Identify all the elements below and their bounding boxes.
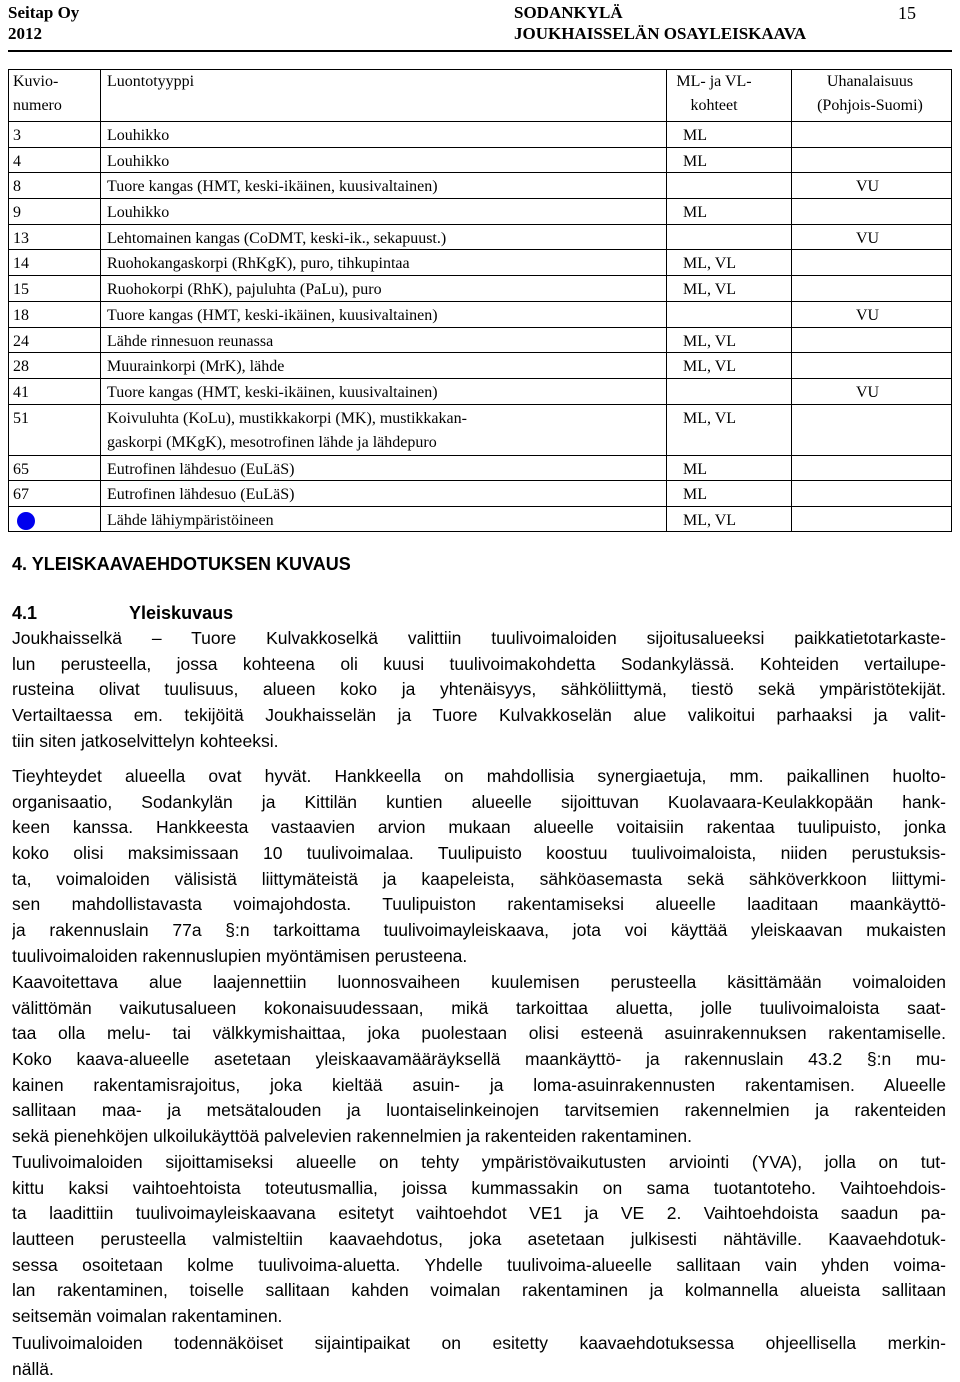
table-row: [8, 301, 952, 327]
paragraph-line: kittu kaksi vaihtoehtoista toteutusmallia, joissa kummassakin on sama tuotantoteho. Vaihtoehdois-: [12, 1177, 946, 1198]
habitat-type-text: Lähde lähiympäristöineen: [107, 511, 274, 529]
row-number: 3: [13, 127, 21, 144]
table-row: [8, 172, 952, 198]
paragraph-line: sallitaan maa- ja metsätalouden ja luontaiselinkeinojen tarvitsemien rakennelmien ja rakenteiden: [12, 1100, 946, 1121]
company-name: Seitap Oy: [8, 3, 80, 22]
paragraph: [12, 764, 946, 970]
habitat-type-text: Louhikko: [107, 204, 170, 222]
paragraph-line: tiin siten jatkoselvittelyn kohteeksi.: [12, 730, 279, 751]
habitat-type-text: Eutrofinen lähdesuo (EuLäS): [107, 486, 295, 504]
row-ml-vl: ML: [683, 152, 707, 170]
row-number: 67: [13, 486, 29, 504]
header-num-line1: Kuvio-: [13, 73, 59, 90]
row-ml-vl: ML, VL: [683, 255, 737, 273]
paragraph-line: lautteen perusteella valmisteltiin kaavaehdotus, joka asetetaan julkisesti nähtäville. Kaavaehdotuk-: [12, 1229, 946, 1250]
row-number: 13: [13, 229, 29, 247]
paragraph: [12, 1150, 946, 1330]
row-habitat-type: [107, 304, 438, 328]
col-divider: [791, 69, 792, 532]
habitat-type-text: Koivuluhta (KoLu), mustikkakorpi (MK), mustikkakan-: [107, 409, 467, 427]
habitat-type-text-cont: gaskorpi (MKgK), mesotrofinen lähde ja lähdepuro: [107, 433, 437, 451]
habitat-type-text: Tuore kangas (HMT, keski-ikäinen, kuusivaltainen): [107, 306, 438, 324]
paragraph-line: rusteina olivat tuulisuus, alueen koko ja yhtenäisyys, sähköliittymä, tiestö sekä ympäristötekijät.: [12, 679, 946, 700]
row-habitat-type: [107, 458, 295, 482]
paragraph-line: lan rakentaminen, toiselle sallitaan kahden voimalan rakentaminen ja kolmannella alueista sallitaan: [12, 1280, 946, 1301]
paragraph-line: Joukhaisselkä – Tuore Kulvakkoselkä valittiin tuulivoimaloiden sijoitusalueeksi paikkatietotarkaste-: [12, 628, 946, 648]
header-mlvl-line2: kohteet: [690, 97, 738, 114]
habitat-type-text: Ruohokorpi (RhK), pajuluhta (PaLu), puro: [107, 281, 382, 299]
header-mlvl: [666, 70, 762, 118]
section-4-1-number: 4.1: [12, 603, 38, 623]
table-row: [8, 480, 952, 506]
habitat-type-text: Muurainkorpi (MrK), lähde: [107, 358, 285, 376]
row-ml-vl: ML: [683, 460, 707, 478]
paragraph: [12, 626, 946, 754]
table-row: [8, 275, 952, 301]
row-ml-vl: ML: [683, 486, 707, 504]
paragraph-line: ja rakennuslain 77a §:n tarkoittama tuulivoimayleiskaava, jota voi käyttää yleiskaavan mukaisten: [12, 920, 946, 941]
paragraph-line: seitsemän voimalan rakentaminen.: [12, 1306, 283, 1327]
table-row: [8, 249, 952, 275]
habitat-type-text: Tuore kangas (HMT, keski-ikäinen, kuusivaltainen): [107, 383, 438, 401]
paragraph-line: koko olisi maksimissaan 10 tuulivoimalaa. Tuulipuisto koostuu tuulivoimaloista, niiden perustuksis-: [12, 843, 946, 864]
row-ml-vl: ML, VL: [683, 409, 737, 427]
row-number: 14: [13, 255, 29, 273]
header-rule: [8, 50, 952, 52]
row-number: 24: [13, 332, 29, 350]
row-number: 4: [13, 152, 21, 170]
habitat-type-text: Louhikko: [107, 152, 170, 170]
plan-title: JOUKHAISSELÄN OSAYLEISKAAVA: [514, 24, 807, 43]
row-threat-status: VU: [856, 306, 880, 324]
table-body: [8, 121, 952, 532]
year: 2012: [8, 24, 42, 43]
row-ml-vl: ML, VL: [683, 511, 737, 529]
section-4-1-title: Yleiskuvaus: [129, 603, 234, 623]
table-row: [8, 121, 952, 147]
row-habitat-type: [107, 227, 446, 251]
paragraph-line: lun perusteella, jossa kohteena oli kuusi tuulivoimakohdetta Sodankylässä. Kohteiden vertailupe-: [12, 653, 946, 674]
row-habitat-type: [107, 381, 438, 405]
section-4-heading: 4. YLEISKAAVAEHDOTUKSEN KUVAUS: [12, 554, 351, 574]
row-number: 18: [13, 306, 29, 324]
row-habitat-type: [107, 201, 169, 225]
row-habitat-type: [107, 330, 273, 354]
row-habitat-type: [107, 124, 169, 148]
habitat-type-text: Louhikko: [107, 127, 170, 144]
paragraph-line: Koko kaava-alueelle asetetaan yleiskaavamääräyksellä maankäyttö- ja rakennuslain 43.2 §:n mu-: [12, 1049, 946, 1070]
header-num: [13, 70, 62, 118]
row-number: 65: [13, 460, 29, 478]
row-ml-vl: ML: [683, 204, 707, 222]
row-habitat-type: [107, 150, 169, 174]
row-threat-status: VU: [856, 383, 880, 401]
paragraph-line: Tuulivoimaloiden sijoittamiseksi alueelle on tehty ympäristövaikutusten arviointi (YVA), jolla on tut-: [12, 1152, 946, 1172]
paragraph-line: keen kanssa. Hankkeesta vastaavien arvion mukaan alueelle voitaisiin rakentaa tuulipuisto, jonka: [12, 817, 946, 838]
table-row: [8, 404, 952, 455]
header-type: Luontotyyppi: [107, 73, 195, 90]
table-row: [8, 455, 952, 481]
row-ml-vl: ML, VL: [683, 281, 737, 299]
paragraph-line: Vertailtaessa em. tekijöitä Joukhaisselän ja Tuore Kulvakkoselän alue valikoitui parhaaksi ja valit-: [12, 705, 946, 726]
table-header-row: [8, 69, 952, 121]
paragraph-line: organisaatio, Sodankylän ja Kittilän kuntien alueelle sijoittuvan Kuolavaara-Keulakkopään hank-: [12, 791, 946, 812]
table-row: [8, 327, 952, 353]
habitat-type-text: Lehtomainen kangas (CoDMT, keski-ik., sekapuust.): [107, 229, 447, 247]
row-habitat-type: [107, 252, 410, 276]
table-row: [8, 198, 952, 224]
header-uh: [791, 70, 949, 118]
col-divider: [951, 69, 952, 532]
row-habitat-type: [107, 509, 274, 533]
habitat-type-text: Ruohokangaskorpi (RhKgK), puro, tihkupintaa: [107, 255, 410, 273]
header-uh-line2: (Pohjois-Suomi): [817, 97, 923, 114]
paragraph-line: Kaavoitettava alue laajennettiin luonnosvaiheen kuulemisen perusteella käsittämään voimaloiden: [12, 972, 946, 992]
paragraph-line: sen mahdollistavasta voimajohdosta. Tuulipuiston rakentamiseksi alueelle laaditaan maankäyttö-: [12, 894, 946, 915]
row-ml-vl: ML, VL: [683, 332, 737, 350]
row-habitat-type: [107, 483, 295, 507]
paragraph-line: sessa osoitetaan kolme tuulivoima-aluetta. Yhdelle tuulivoima-alueelle sallitaan vain yhden voima-: [12, 1254, 946, 1275]
paragraph-line: kainen rakentamisrajoitus, joka kieltää asuin- ja loma-asuinrakennusten rakentamisen. Alueelle: [12, 1074, 946, 1095]
municipality: SODANKYLÄ: [514, 3, 623, 22]
table-row: [8, 352, 952, 378]
paragraph-line: ta laadittiin tuulivoimayleiskaavana esitetyt vaihtoehdot VE1 ja VE 2. Vaihtoehdoista saadun pa-: [12, 1203, 946, 1224]
col-divider: [100, 69, 101, 532]
table-row: [8, 378, 952, 404]
paragraph-line: nällä.: [12, 1358, 54, 1379]
habitat-type-text: Lähde rinnesuon reunassa: [107, 332, 274, 350]
habitat-type-text: Tuore kangas (HMT, keski-ikäinen, kuusivaltainen): [107, 178, 438, 196]
row-number: 15: [13, 281, 29, 299]
paragraph-line: välittömän vaikutusalueen kokonaisuudessaan, mikä tarkoittaa aluetta, jolle tuulivoimaloista saat-: [12, 997, 946, 1018]
paragraph: [12, 970, 946, 1150]
col-divider: [666, 69, 667, 532]
paragraph-line: tuulivoimaloiden rakennuslupien myöntämisen perusteena.: [12, 945, 468, 966]
row-number: 28: [13, 358, 29, 376]
row-habitat-type: [107, 355, 284, 379]
col-divider: [8, 69, 9, 532]
paragraph: [12, 1331, 946, 1382]
paragraph-line: Tuulivoimaloiden todennäköiset sijaintipaikat on esitetty kaavaehdotuksessa ohjeellisella merkin-: [12, 1333, 946, 1353]
table-row: [8, 147, 952, 173]
row-ml-vl: ML, VL: [683, 358, 737, 376]
paragraph-line: ta, voimaloiden välisistä liittymäteistä ja kaapeleista, sähköasemasta sekä sähköverkkoon liittymi-: [12, 868, 946, 889]
row-threat-status: VU: [856, 178, 880, 196]
habitat-table: [8, 69, 952, 532]
table-row: [8, 224, 952, 250]
row-habitat-type: [107, 175, 438, 199]
row-threat-status: VU: [856, 229, 880, 247]
row-number: [13, 509, 35, 533]
paragraph-line: Tieyhteydet alueella ovat hyvät. Hankkeella on mahdollisia synergiaetuja, mm. paikallinen huolto-: [12, 766, 946, 786]
section-4-1-heading: [12, 603, 233, 624]
blue-dot-icon: [17, 512, 35, 530]
row-habitat-type: [107, 278, 382, 302]
row-number: 51: [13, 409, 29, 427]
row-habitat-type: [107, 407, 467, 455]
row-ml-vl: ML: [683, 127, 707, 144]
header-num-line2: numero: [13, 97, 62, 114]
table-row: [8, 506, 952, 532]
page-number: 15: [898, 3, 916, 23]
page-header: [0, 0, 960, 62]
paragraph-line: taa olla melu- tai välkkymishaittaa, joka puolestaan olisi esteenä asuinrakennuksen rakentamiselle.: [12, 1023, 946, 1044]
row-number: 9: [13, 204, 21, 222]
row-number: 8: [13, 178, 21, 196]
habitat-type-text: Eutrofinen lähdesuo (EuLäS): [107, 460, 295, 478]
header-mlvl-line1: ML- ja VL-: [676, 73, 752, 90]
row-number: 41: [13, 383, 29, 401]
paragraph-line: sekä pienehköjen ulkoilukäyttöä palvelevien rakennelmien ja rakenteiden rakentaminen.: [12, 1126, 693, 1147]
header-uh-line1: Uhanalaisuus: [826, 73, 914, 90]
